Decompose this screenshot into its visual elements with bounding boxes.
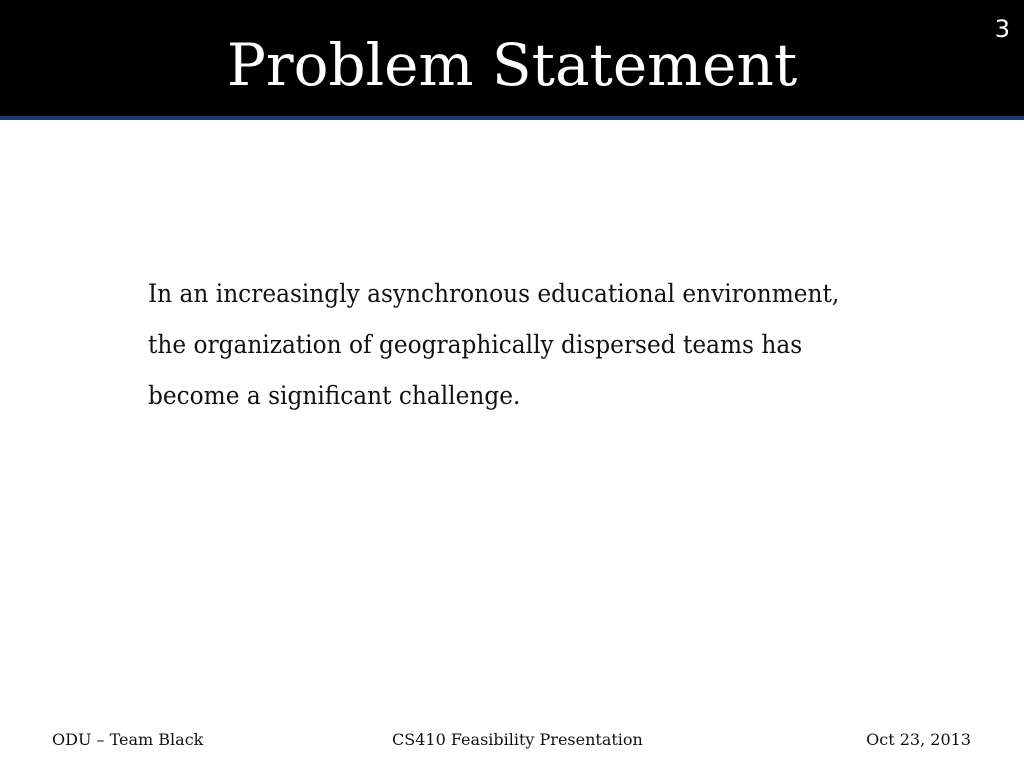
body-line: become a significant challenge. — [148, 381, 521, 410]
footer-left: ODU – Team Black — [52, 730, 204, 749]
slide-number: 3 — [994, 15, 1010, 43]
slide-title: Problem Statement — [226, 31, 798, 99]
footer-right: Oct 23, 2013 — [866, 730, 971, 749]
body-line: In an increasingly asynchronous educational environment, — [148, 279, 840, 308]
problem-statement-text — [148, 268, 892, 421]
header-rule — [0, 116, 1024, 120]
footer-center: CS410 Feasibility Presentation — [392, 730, 643, 749]
body-line: the organization of geographically dispersed teams has — [148, 330, 803, 359]
